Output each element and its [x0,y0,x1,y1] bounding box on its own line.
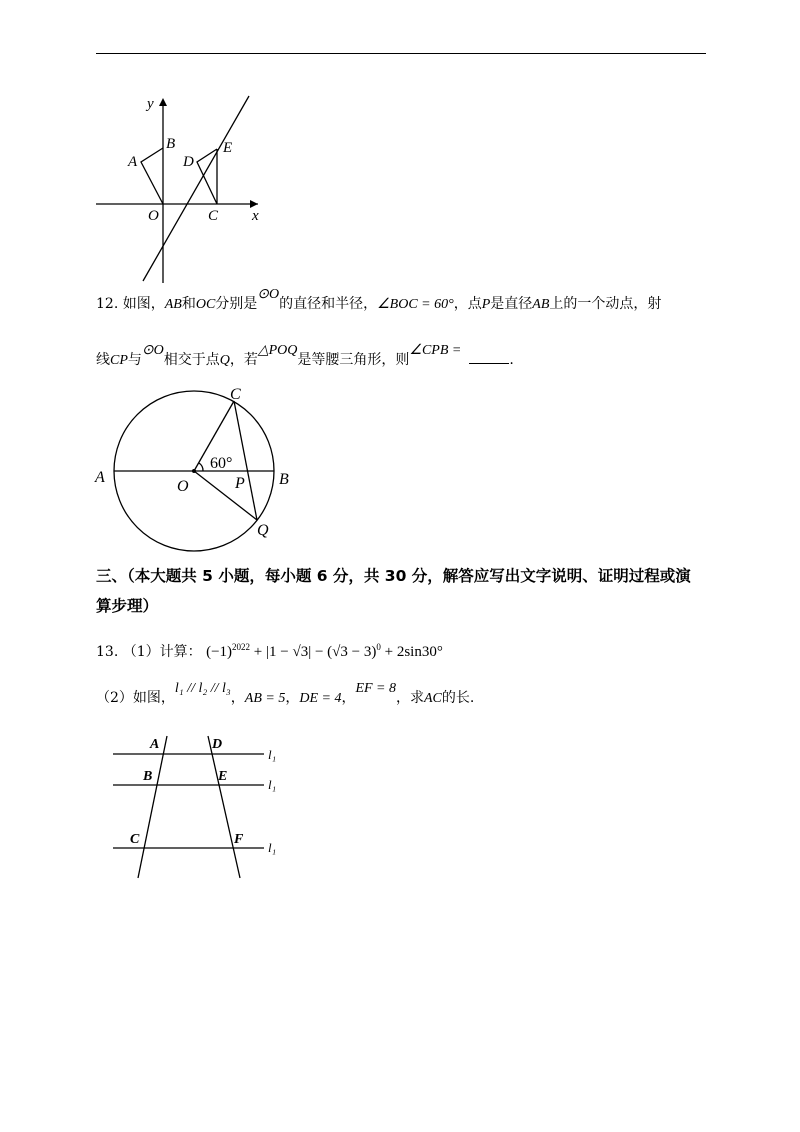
answer-blank[interactable] [469,351,509,364]
transversal-ac [138,736,167,878]
label-a: A [150,737,160,752]
q12-q: Q [219,353,230,368]
expr-part: + 2sin30° [380,644,443,660]
circle-figure [0,380,800,580]
q13-text: ， [230,690,245,706]
q12-text: ，若 [229,352,258,368]
q12-text: 相交于点 [163,352,220,368]
label-o: O [148,208,159,224]
label-c: C [130,832,140,847]
q13-text: 的长. [441,690,475,706]
q13-de: DE = 4 [299,691,342,706]
q12-line1 [96,287,662,315]
transversal-df [208,736,240,878]
q12-text: 如图， [122,296,165,312]
angle-arc [199,463,203,471]
label-l1: l₁ [268,747,277,762]
expr-part: + |1 − √3| − (√3 − 3) [250,644,377,660]
q12-circle-o: ⊙O [257,287,280,302]
q12-line2 [96,343,514,371]
label-b: B [143,769,153,784]
q12-text: 与 [127,352,142,368]
label-a: A [128,154,138,170]
label-q: Q [257,522,269,539]
label-y: y [147,96,154,112]
expr-part: (−1) [206,644,233,660]
q12-oc: OC [195,297,216,312]
q12-number: 12. [96,296,119,312]
label-d: D [183,154,194,170]
segment-b-a-o [141,148,163,204]
q13-line1 [96,637,443,662]
q12-text: 线 [96,352,110,368]
parallel-lines-figure [0,730,800,890]
label-e: E [218,769,228,784]
q12-circle-o: ⊙O [141,343,164,358]
q13-text: ， [341,690,356,706]
q12-cp: CP [110,353,128,368]
q13-text: ，求 [396,690,424,706]
x-arrow-icon [250,200,258,208]
label-l2: l₁ [268,777,277,792]
label-b: B [279,471,289,488]
q13-expression [206,644,443,660]
q12-text: 上的一个动点，射 [549,296,662,312]
q12-text: ，点 [453,296,482,312]
q13-text: （1）计算： [122,644,202,660]
q13-number: 13. [96,644,119,660]
exponent-2022: 2022 [232,642,251,652]
y-arrow-icon [159,98,167,106]
label-a: A [95,469,105,486]
q12-angle-cpb: ∠CPB = [409,343,462,358]
ray-cq [234,401,257,520]
q13-parallel: l₁ // l₂ // l₃ [174,681,231,696]
label-d: D [212,737,223,752]
q12-text: 是直径 [490,296,533,312]
label-angle: 60° [210,455,233,472]
q12-text: 分别是 [215,296,258,312]
q12-ab: AB [532,297,550,312]
label-o: O [177,478,189,495]
label-e: E [223,140,233,156]
q12-angle-boc: ∠BOC = 60° [377,297,454,312]
q12-p: P [481,297,491,312]
q12-text: . [509,352,514,368]
label-b: B [166,136,176,152]
label-c: C [230,386,241,403]
q12-triangle-poq: △POQ [257,343,298,358]
label-f: F [234,832,244,847]
q13-ab: AB = 5 [244,691,286,706]
q13-line2 [96,681,475,709]
slanted-line [143,96,249,281]
label-p: P [235,475,245,492]
label-x: x [252,208,259,224]
center-dot [192,469,196,473]
label-l3: l₁ [268,840,277,855]
q12-text: 和 [181,296,196,312]
exponent-0: 0 [376,642,381,652]
section-3-title: 三、（本大题共 5 小题，每小题 6 分，共 30 分，解答应写出文字说明、证明过程或演算步理） [96,567,691,615]
q13-text: （2）如图， [96,690,175,706]
q12-ab: AB [164,297,182,312]
q13-ac: AC [424,691,442,706]
q13-ef: EF = 8 [355,681,396,696]
q12-text: 的直径和半径， [279,296,378,312]
coordinate-figure [0,0,800,300]
radius-oq [194,471,257,520]
q12-text: 是等腰三角形，则 [297,352,410,368]
q13-text: ， [285,690,300,706]
label-c: C [208,208,219,224]
